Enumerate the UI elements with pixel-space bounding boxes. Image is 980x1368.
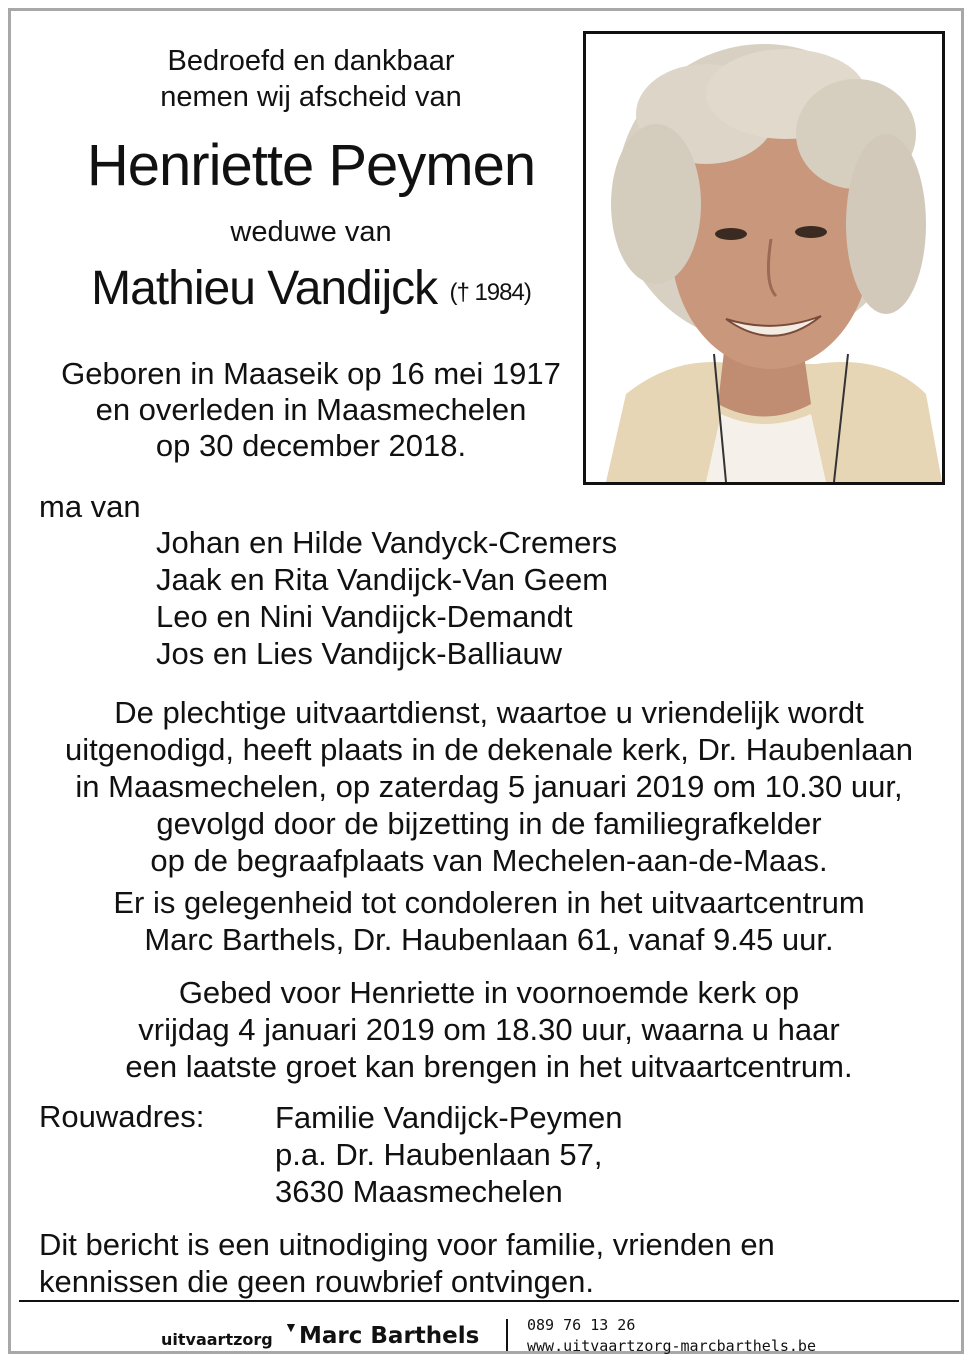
birth-death-info <box>31 356 591 464</box>
widow-of-label: weduwe van <box>230 216 392 248</box>
intro-line-2: nemen wij afscheid van <box>160 81 462 113</box>
address-line: Familie Vandijck-Peymen <box>275 1100 623 1135</box>
death-date-line: op 30 december 2018. <box>155 428 467 463</box>
deceased-name: Henriette Peymen <box>86 133 536 198</box>
condolence-paragraph <box>21 884 957 958</box>
brand-triangle-icon: ▼ <box>284 1319 298 1335</box>
birth-line: Geboren in Maaseik op 16 mei 1917 <box>61 356 561 391</box>
footer-divider <box>19 1300 959 1302</box>
children-list <box>156 524 617 672</box>
service-line: De plechtige uitvaartdienst, waartoe u vriendelijk wordt <box>114 695 864 730</box>
mother-of-label: ma van <box>39 489 141 524</box>
service-line: uitgenodigd, heeft plaats in de dekenale kerk, Dr. Haubenlaan <box>65 732 913 767</box>
intro-line-1: Bedroefd en dankbaar <box>167 45 455 77</box>
note-line: kennissen die geen rouwbrief ontvingen. <box>39 1264 594 1299</box>
prayer-line: een laatste groet kan brengen in het uitvaartcentrum. <box>125 1049 853 1084</box>
website-link[interactable]: www.uitvaartzorg-marcbarthels.be <box>527 1337 816 1355</box>
portrait-illustration <box>586 34 942 482</box>
footer-separator <box>506 1319 508 1351</box>
child-item: Johan en Hilde Vandyck-Cremers <box>156 525 618 560</box>
child-item: Jaak en Rita Vandijck-Van Geem <box>156 562 609 597</box>
service-line: op de begraafplaats van Mechelen-aan-de-Maas. <box>150 843 828 878</box>
funeral-service-paragraph <box>21 694 957 879</box>
prayer-paragraph <box>21 974 957 1085</box>
child-item: Leo en Nini Vandijck-Demandt <box>156 599 573 634</box>
mourning-address <box>275 1099 622 1210</box>
obituary-card <box>8 8 964 1354</box>
phone-number: 089 76 13 26 <box>527 1316 636 1334</box>
mourning-address-label: Rouwadres: <box>39 1099 205 1134</box>
service-line: in Maasmechelen, op zaterdag 5 januari 2019 om 10.30 uur, <box>75 769 903 804</box>
death-line: en overleden in Maasmechelen <box>95 392 527 427</box>
note-line: Dit bericht is een uitnodiging voor familie, vrienden en <box>39 1227 775 1262</box>
husband-death-year: († 1984) <box>449 279 531 306</box>
prayer-line: vrijdag 4 januari 2019 om 18.30 uur, waarna u haar <box>138 1012 840 1047</box>
portrait-photo <box>583 31 945 485</box>
service-line: gevolgd door de bijzetting in de familiegrafkelder <box>156 806 822 841</box>
husband-name: Mathieu Vandijck <box>91 262 438 315</box>
prayer-line: Gebed voor Henriette in voornoemde kerk op <box>178 975 800 1010</box>
address-line: 3630 Maasmechelen <box>275 1174 563 1209</box>
condolence-line: Er is gelegenheid tot condoleren in het uitvaartcentrum <box>113 885 865 920</box>
brand-prefix: uitvaartzorg <box>161 1330 273 1349</box>
address-line: p.a. Dr. Haubenlaan 57, <box>275 1137 603 1172</box>
condolence-line: Marc Barthels, Dr. Haubenlaan 61, vanaf 9.45 uur. <box>144 922 834 957</box>
contact-info <box>527 1315 816 1357</box>
intro-text <box>31 43 591 115</box>
invitation-note <box>39 1226 775 1300</box>
brand-name: Marc Barthels <box>299 1323 480 1349</box>
husband-line <box>21 259 601 323</box>
child-item: Jos en Lies Vandijck-Balliauw <box>156 636 563 671</box>
